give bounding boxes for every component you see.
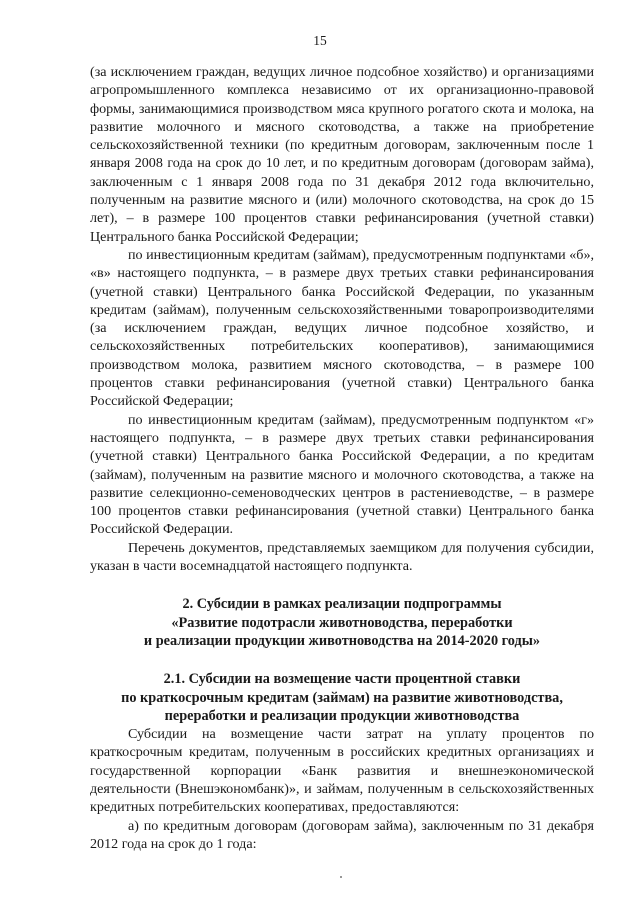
paragraph-subsidies-intro: Субсидии на возмещение части затрат на уплату процентов по краткосрочным кредитам, полученным в российских кредитных организациях и государственной корпорации «Банк развития и внешнеэкономической деятельности (Внешэкономбанк)», и займам, полученным в сельскохозяйственных кредитных потребительских кооперативах, предоставляются: bbox=[90, 726, 594, 816]
section-heading bbox=[90, 595, 594, 650]
subsection-heading-line: по краткосрочным кредитам (займам) на развитие животноводства, bbox=[121, 689, 563, 706]
subsection-heading-line: 2.1. Субсидии на возмещение части процентной ставки bbox=[163, 671, 521, 688]
section-heading-line: и реализации продукции животноводства на 2014-2020 годы» bbox=[143, 632, 541, 649]
scan-speck bbox=[340, 876, 342, 878]
paragraph-investment-credits-g: по инвестиционным кредитам (займам), предусмотренным подпунктом «г» настоящего подпункта, – в размере двух третьих ставки рефинансирования (учетной ставки) Центрального банка Российской Федерации, а по кредитам (займам), полученным на развитие мясного и молочного скотоводства, а также на развитие селекционно-семеноводческих центров в растениеводстве, – в размере 100 процентов ставки рефинансирования (учетной ставки) Центрального банка Российской Федерации. bbox=[90, 411, 594, 538]
paragraph-investment-credits-bv: по инвестиционным кредитам (займам), предусмотренным подпунктами «б», «в» настоящего подпункта, – в размере двух третьих ставки рефинансирования (учетной ставки) Центрального банка Российской Федерации, по указанным кредитам (займам), полученным сельскохозяйственными товаропроизводителями (за исключением граждан, ведущих личное подсобное хозяйство, и сельскохозяйственных потребительских кооперативов), занимающимися производством молока, развитием мясного скотоводства, – в размере 100 процентов ставки рефинансирования (учетной ставки) Центрального банка Российской Федерации; bbox=[90, 246, 595, 410]
paragraph-continued: (за исключением граждан, ведущих личное подсобное хозяйство) и организациями агропромышленного комплекса независимо от их организационно-правовой формы, занимающимися производством мяса крупного рогатого скота и молока, на развитие молочного и мясного скотоводства, а также на приобретение сельскохозяйственной техники (по кредитным договорам, заключенным после 1 января 2008 года на срок до 10 лет, и по кредитным договорам (договорам займа), заключенным с 1 января 2008 года по 31 декабря 2012 года включительно, полученным на развитие мясного и (или) молочного скотоводства, на срок до 15 лет), – в размере 100 процентов ставки рефинансирования (учетной ставки) Центрального банка Российской Федерации; bbox=[90, 64, 594, 245]
paragraph-document-list: Перечень документов, представляемых заемщиком для получения субсидии, указан в части восемнадцатой настоящего подпункта. bbox=[90, 539, 594, 575]
paragraph-item-a: а) по кредитным договорам (договорам займа), заключенным по 31 декабря 2012 года на срок до 1 года: bbox=[90, 817, 594, 852]
section-heading-line: «Развитие подотрасли животноводства, переработки bbox=[171, 614, 513, 631]
page-number: 15 bbox=[313, 33, 327, 48]
document-body bbox=[90, 63, 594, 853]
section-heading-line: 2. Субсидии в рамках реализации подпрограммы bbox=[182, 596, 502, 613]
subsection-heading-line: переработки и реализации продукции животноводства bbox=[164, 707, 520, 724]
subsection-heading bbox=[90, 670, 594, 725]
